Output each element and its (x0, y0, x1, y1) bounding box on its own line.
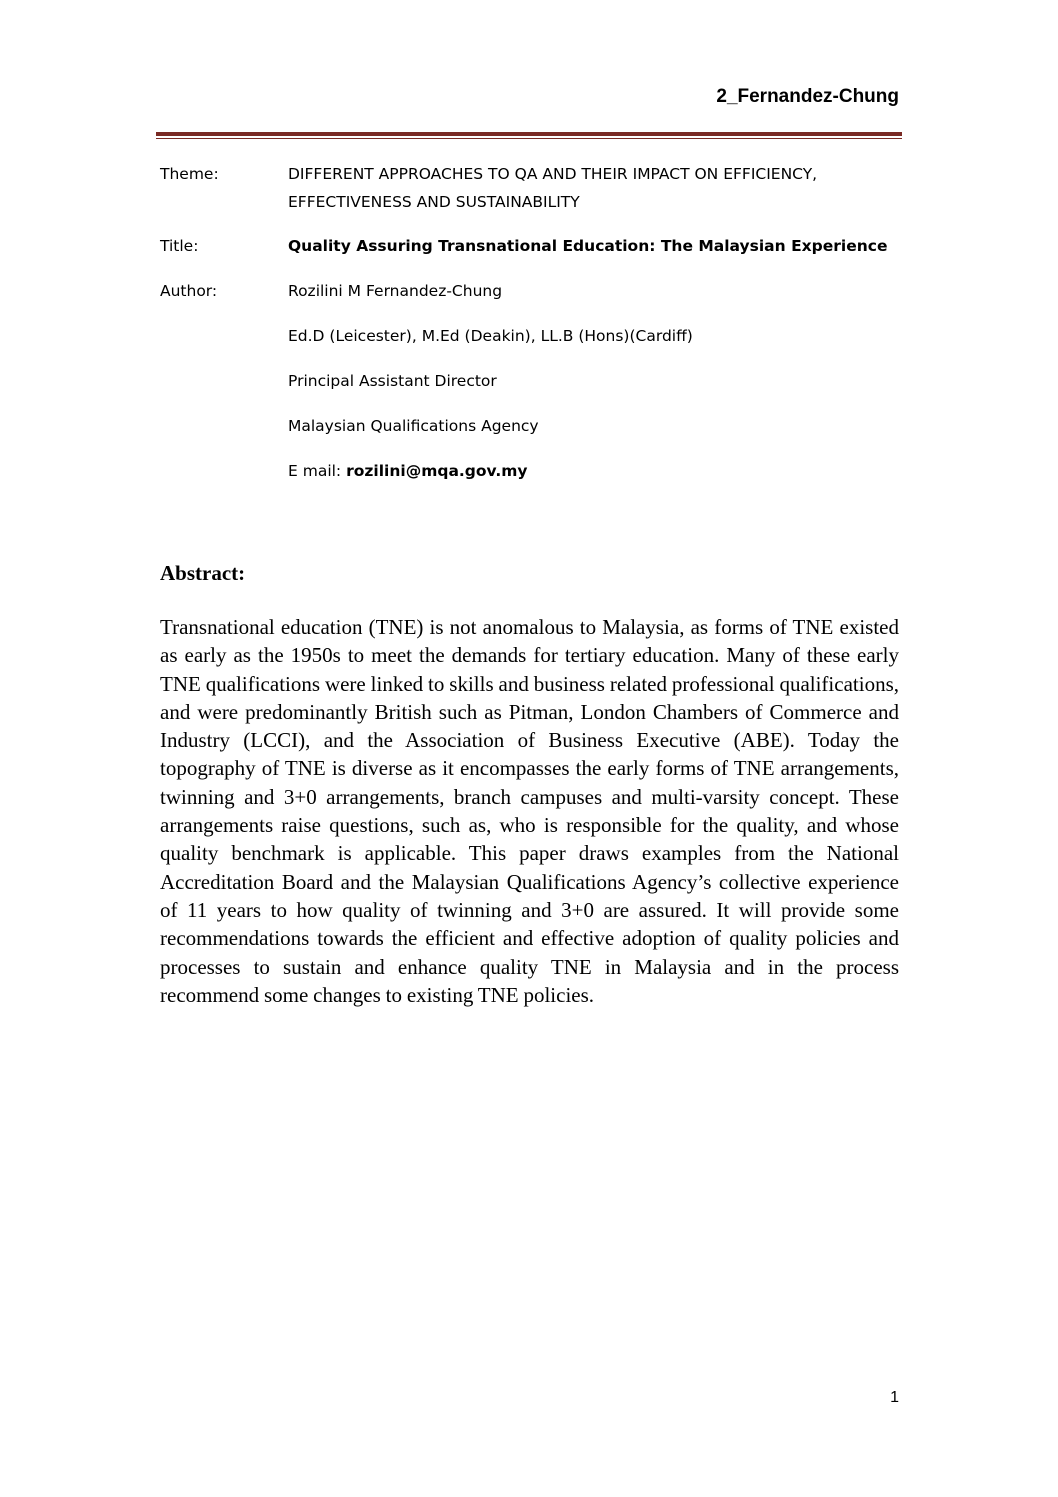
paper-reference: 2_Fernandez-Chung (716, 86, 899, 107)
abstract-body: Transnational education (TNE) is not anomalous to Malaysia, as forms of TNE existed as early as the 1950s to meet the demands for tertiary education. Many of these early TNE qualifications were linked to skills and business related professional qualifications, and were predominantly British such as Pitman, London Chambers of Commerce and Industry (LCCI), and the Association of Business Executive (ABE). Today the topography of TNE is diverse as it encompasses the early forms of TNE arrangements, twinning and 3+0 arrangements, branch campuses and multi-varsity concept. These arrangements raise questions, such as, who is responsible for the quality, and whose quality benchmark is applicable. This paper draws examples from the National Accreditation Board and the Malaysian Qualifications Agency’s collective experience of 11 years to how quality of twinning and 3+0 are assured. It will provide some recommendations towards the efficient and effective adoption of quality policies and processes to sustain and enhance quality TNE in Malaysia and in the process recommend some changes to existing TNE policies. (160, 615, 899, 1007)
email-row (160, 457, 898, 485)
paper-title: Quality Assuring Transnational Education: The Malaysian Experience (288, 237, 888, 255)
author-degrees: Ed.D (Leicester), M.Ed (Deakin), LL.B (Hons)(Cardiff) (288, 327, 693, 345)
email-label: E mail: (288, 462, 347, 480)
email-line (288, 457, 898, 485)
theme-value (288, 160, 898, 216)
header-rule-thick (156, 132, 902, 136)
author-position: Principal Assistant Director (288, 372, 497, 390)
author-degrees-row (160, 322, 898, 350)
author-row (160, 277, 898, 305)
page-number: 1 (890, 1389, 899, 1406)
author-position-row (160, 367, 898, 395)
abstract-heading: Abstract: (160, 561, 246, 585)
email-address[interactable]: rozilini@mqa.gov.my (346, 462, 528, 480)
title-row (160, 232, 898, 260)
author-label: Author: (160, 282, 218, 300)
header-rule (156, 132, 902, 139)
theme-line-1: DIFFERENT APPROACHES TO QA AND THEIR IMPACT ON EFFICIENCY, (288, 165, 818, 183)
author-org-row (160, 412, 898, 440)
header-rule-thin (156, 138, 902, 139)
author-name: Rozilini M Fernandez-Chung (288, 282, 503, 300)
author-organization: Malaysian Qualifications Agency (288, 417, 539, 435)
theme-row (160, 160, 898, 216)
title-label: Title: (160, 237, 199, 255)
theme-label: Theme: (160, 165, 219, 183)
theme-line-2: EFFECTIVENESS AND SUSTAINABILITY (288, 193, 580, 211)
